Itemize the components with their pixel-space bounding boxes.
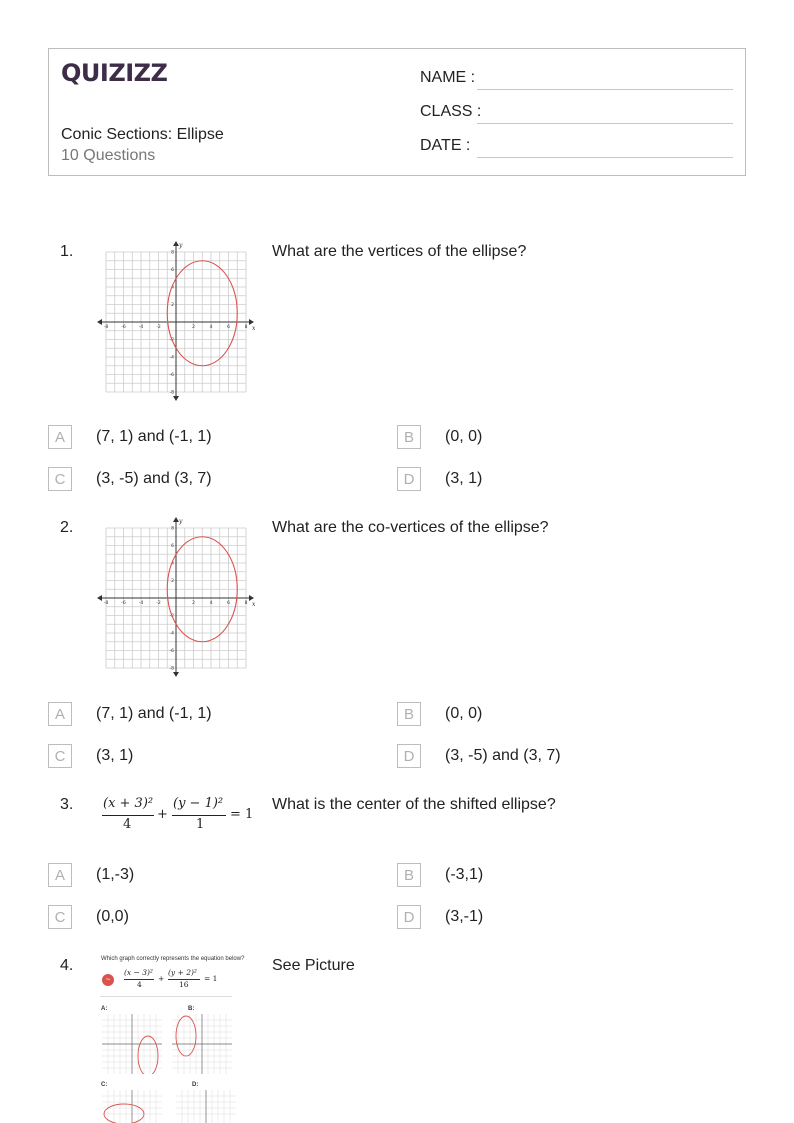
x-tick-label: -6	[121, 601, 126, 606]
x-axis-arrow-left	[97, 595, 102, 601]
question-2-number: 2.	[60, 519, 74, 536]
q2-option-d-text: (3, -5) and (3, 7)	[445, 747, 561, 764]
x-tick-label: -4	[138, 601, 144, 606]
q1-option-a-text: (7, 1) and (-1, 1)	[96, 428, 212, 445]
eq-den2: 1	[196, 817, 205, 832]
class-line[interactable]	[477, 123, 733, 124]
y-tick-label: -6	[169, 373, 174, 378]
y-tick-label: 2	[171, 579, 174, 584]
question-4-text: See Picture	[272, 957, 355, 974]
q4-brand-icon: ~	[102, 974, 114, 986]
y-tick-label: 6	[171, 544, 174, 549]
question-1-graph	[96, 240, 260, 402]
q2-option-b-box[interactable]: B	[397, 702, 421, 726]
y-axis-arrow-down	[173, 396, 179, 401]
q2-option-b-text: (0, 0)	[445, 705, 483, 722]
y-tick-label: -4	[169, 355, 174, 361]
worksheet-title: Conic Sections: Ellipse	[61, 126, 224, 143]
question-1-text: What are the vertices of the ellipse?	[272, 243, 527, 260]
q1-option-a-box[interactable]: A	[48, 425, 72, 449]
q4-graph-d	[176, 1090, 236, 1123]
name-label: NAME :	[420, 69, 476, 86]
q1-option-c-text: (3, -5) and (3, 7)	[96, 470, 212, 487]
x-tick-label: 8	[244, 601, 248, 606]
q4-eq-num1: (x − 3)²	[124, 968, 153, 977]
y-tick-label: -2	[169, 338, 174, 343]
date-label: DATE :	[420, 137, 471, 154]
q4-graph-c	[102, 1090, 162, 1123]
q4-eq-num2: (y + 2)²	[168, 968, 197, 977]
q1-option-b-text: (0, 0)	[445, 428, 483, 445]
y-tick-label: 8	[171, 526, 174, 532]
y-axis-label: y	[179, 242, 183, 249]
y-tick-label: 4	[171, 285, 174, 291]
eq-num2: (y − 1)²	[173, 796, 224, 811]
q1-option-d-box[interactable]: D	[397, 467, 421, 491]
q4-graph-b	[172, 1014, 232, 1074]
question-3-equation	[100, 796, 260, 840]
y-tick-label: 8	[171, 250, 174, 256]
question-4-picture	[100, 954, 256, 1123]
q4-eq-rhs: = 1	[204, 974, 218, 983]
eq-bar2	[172, 815, 226, 816]
question-3-text: What is the center of the shifted ellipse?	[272, 796, 556, 813]
q3-option-a-text: (1,-3)	[96, 866, 135, 883]
q4-prompt: Which graph correctly represents the equation below?	[101, 956, 245, 962]
q3-option-b-text: (-3,1)	[445, 866, 484, 883]
date-line[interactable]	[477, 157, 733, 158]
q2-option-c-box[interactable]: C	[48, 744, 72, 768]
y-tick-label: -4	[169, 631, 174, 637]
q4-label-d: D:	[192, 1082, 199, 1088]
name-line[interactable]	[477, 89, 733, 90]
question-2-text: What are the co-vertices of the ellipse?	[272, 519, 549, 536]
x-tick-label: 6	[227, 601, 230, 606]
x-tick-label: 4	[209, 325, 213, 330]
q4-label-b: B:	[188, 1006, 195, 1012]
y-axis-label: y	[179, 518, 183, 525]
y-tick-label: -2	[169, 614, 174, 619]
q2-option-c-text: (3, 1)	[96, 747, 134, 764]
q4-graph-a	[102, 1014, 162, 1074]
q1-option-b-box[interactable]: B	[397, 425, 421, 449]
y-tick-label: -6	[169, 649, 174, 654]
y-tick-label: 2	[171, 303, 174, 308]
x-tick-label: -8	[103, 325, 109, 330]
q4-divider	[100, 996, 232, 997]
q4-label-a: A:	[101, 1006, 108, 1012]
eq-num1: (x + 3)²	[103, 796, 154, 811]
y-tick-label: -8	[169, 666, 174, 672]
question-4-number: 4.	[60, 957, 74, 974]
y-tick-label: 6	[171, 268, 174, 273]
q2-option-d-box[interactable]: D	[397, 744, 421, 768]
x-tick-label: -2	[156, 601, 161, 606]
q3-option-c-text: (0,0)	[96, 908, 129, 925]
y-tick-label: -8	[169, 390, 174, 396]
q3-option-b-box[interactable]: B	[397, 863, 421, 887]
x-tick-label: -8	[103, 601, 109, 606]
quizizz-logo: QUIZIZZ	[61, 59, 168, 87]
q4-equation	[122, 968, 242, 994]
q2-option-a-text: (7, 1) and (-1, 1)	[96, 705, 212, 722]
q3-option-d-box[interactable]: D	[397, 905, 421, 929]
eq-plus: +	[157, 807, 168, 822]
x-tick-label: 2	[192, 325, 195, 330]
x-tick-label: 4	[209, 601, 213, 606]
q3-option-a-box[interactable]: A	[48, 863, 72, 887]
q4-eq-plus: +	[158, 974, 165, 983]
eq-rhs: = 1	[230, 807, 254, 822]
x-tick-label: 6	[227, 325, 230, 330]
x-tick-label: 2	[192, 601, 195, 606]
question-2-graph	[96, 516, 260, 678]
y-axis-arrow-down	[173, 672, 179, 677]
q1-option-c-box[interactable]: C	[48, 467, 72, 491]
q4-eq-den1: 4	[137, 980, 142, 989]
eq-bar1	[102, 815, 154, 816]
coordinate-plane	[96, 516, 260, 678]
class-label: CLASS :	[420, 103, 482, 120]
x-tick-label: 8	[244, 325, 248, 330]
worksheet-header	[48, 48, 746, 176]
y-tick-label: 4	[171, 561, 174, 567]
question-3-number: 3.	[60, 796, 74, 813]
question-count: 10 Questions	[61, 147, 156, 164]
x-tick-label: -4	[138, 325, 144, 330]
q3-option-d-text: (3,-1)	[445, 908, 484, 925]
x-axis-arrow-left	[97, 319, 102, 325]
coordinate-plane	[96, 240, 260, 402]
q4-eq-den2: 16	[179, 980, 189, 989]
q1-option-d-text: (3, 1)	[445, 470, 483, 487]
q2-option-a-box[interactable]: A	[48, 702, 72, 726]
eq-den1: 4	[123, 817, 132, 832]
q3-option-c-box[interactable]: C	[48, 905, 72, 929]
q4-label-c: C:	[101, 1082, 108, 1088]
question-1-number: 1.	[60, 243, 74, 260]
x-axis-label: x	[252, 601, 256, 608]
x-tick-label: -2	[156, 325, 161, 330]
x-tick-label: -6	[121, 325, 126, 330]
x-axis-label: x	[252, 325, 256, 332]
